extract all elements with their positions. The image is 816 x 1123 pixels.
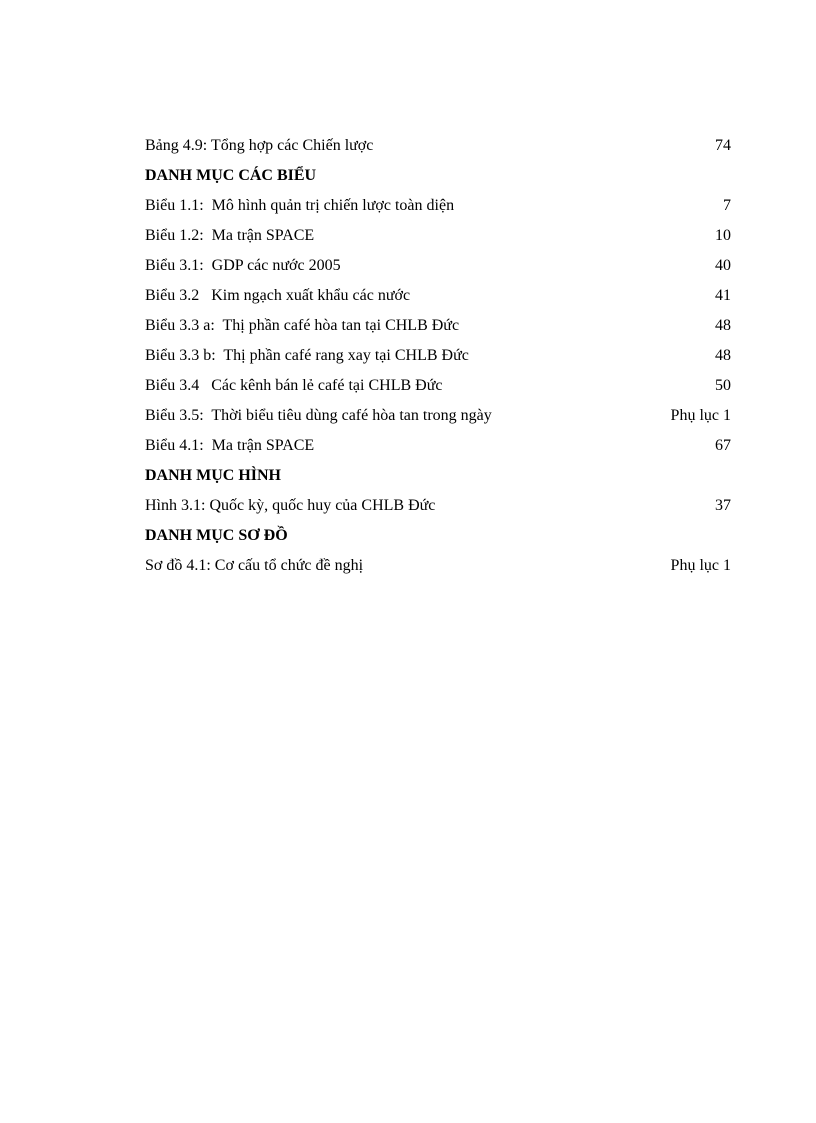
- toc-entry-label: Biểu 3.3 a: Thị phần café hòa tan tại CHLB Đức: [145, 317, 460, 334]
- toc-entry-label: Biểu 3.2 Kim ngạch xuất khẩu các nước: [145, 287, 411, 304]
- section-heading-diagrams: DANH MỤC SƠ ĐỒ: [145, 527, 288, 544]
- toc-entry-page: Phụ lục 1: [670, 557, 731, 574]
- toc-entry-page: 40: [715, 257, 731, 274]
- toc-entry-page: 48: [715, 317, 731, 334]
- toc-entry-label: Biểu 1.1: Mô hình quản trị chiến lược toàn diện: [145, 197, 455, 214]
- toc-entry-page: 41: [715, 287, 731, 304]
- section-heading-charts: DANH MỤC CÁC BIỂU: [145, 167, 317, 184]
- toc-entry: [145, 221, 731, 251]
- toc-entry-page: 37: [715, 497, 731, 514]
- toc-entry: [145, 131, 731, 161]
- toc-entry: [145, 281, 731, 311]
- toc-entry-page: 74: [715, 137, 731, 154]
- toc-entry-label: Biểu 3.5: Thời biểu tiêu dùng café hòa tan trong ngày: [145, 407, 492, 424]
- toc-entry-label: Bảng 4.9: Tổng hợp các Chiến lược: [145, 137, 374, 154]
- section-heading-figures: DANH MỤC HÌNH: [145, 467, 281, 484]
- toc-entry-page: 7: [723, 197, 731, 214]
- toc-entry: [145, 371, 731, 401]
- toc-entry: [145, 341, 731, 371]
- toc-entry-label: Sơ đồ 4.1: Cơ cấu tổ chức đề nghị: [145, 557, 364, 574]
- toc-entry-label: Biểu 4.1: Ma trận SPACE: [145, 437, 315, 454]
- toc-entry-page: 50: [715, 377, 731, 394]
- toc-entry: [145, 311, 731, 341]
- toc-entry-label: Biểu 1.2: Ma trận SPACE: [145, 227, 315, 244]
- toc-entry-page: 10: [715, 227, 731, 244]
- toc-entry-label: Hình 3.1: Quốc kỳ, quốc huy của CHLB Đức: [145, 497, 436, 514]
- toc-entry-page: 48: [715, 347, 731, 364]
- toc-entry-page: Phụ lục 1: [670, 407, 731, 424]
- toc-entry: [145, 401, 731, 431]
- toc-page: [145, 131, 731, 581]
- toc-entry: [145, 491, 731, 521]
- toc-entry-label: Biểu 3.3 b: Thị phần café rang xay tại CHLB Đức: [145, 347, 469, 364]
- toc-entry: [145, 431, 731, 461]
- toc-entry-label: Biểu 3.1: GDP các nước 2005: [145, 257, 341, 274]
- toc-entry: [145, 191, 731, 221]
- toc-entry-page: 67: [715, 437, 731, 454]
- toc-entry: [145, 251, 731, 281]
- toc-entry: [145, 551, 731, 581]
- toc-entry-label: Biểu 3.4 Các kênh bán lẻ café tại CHLB Đức: [145, 377, 443, 394]
